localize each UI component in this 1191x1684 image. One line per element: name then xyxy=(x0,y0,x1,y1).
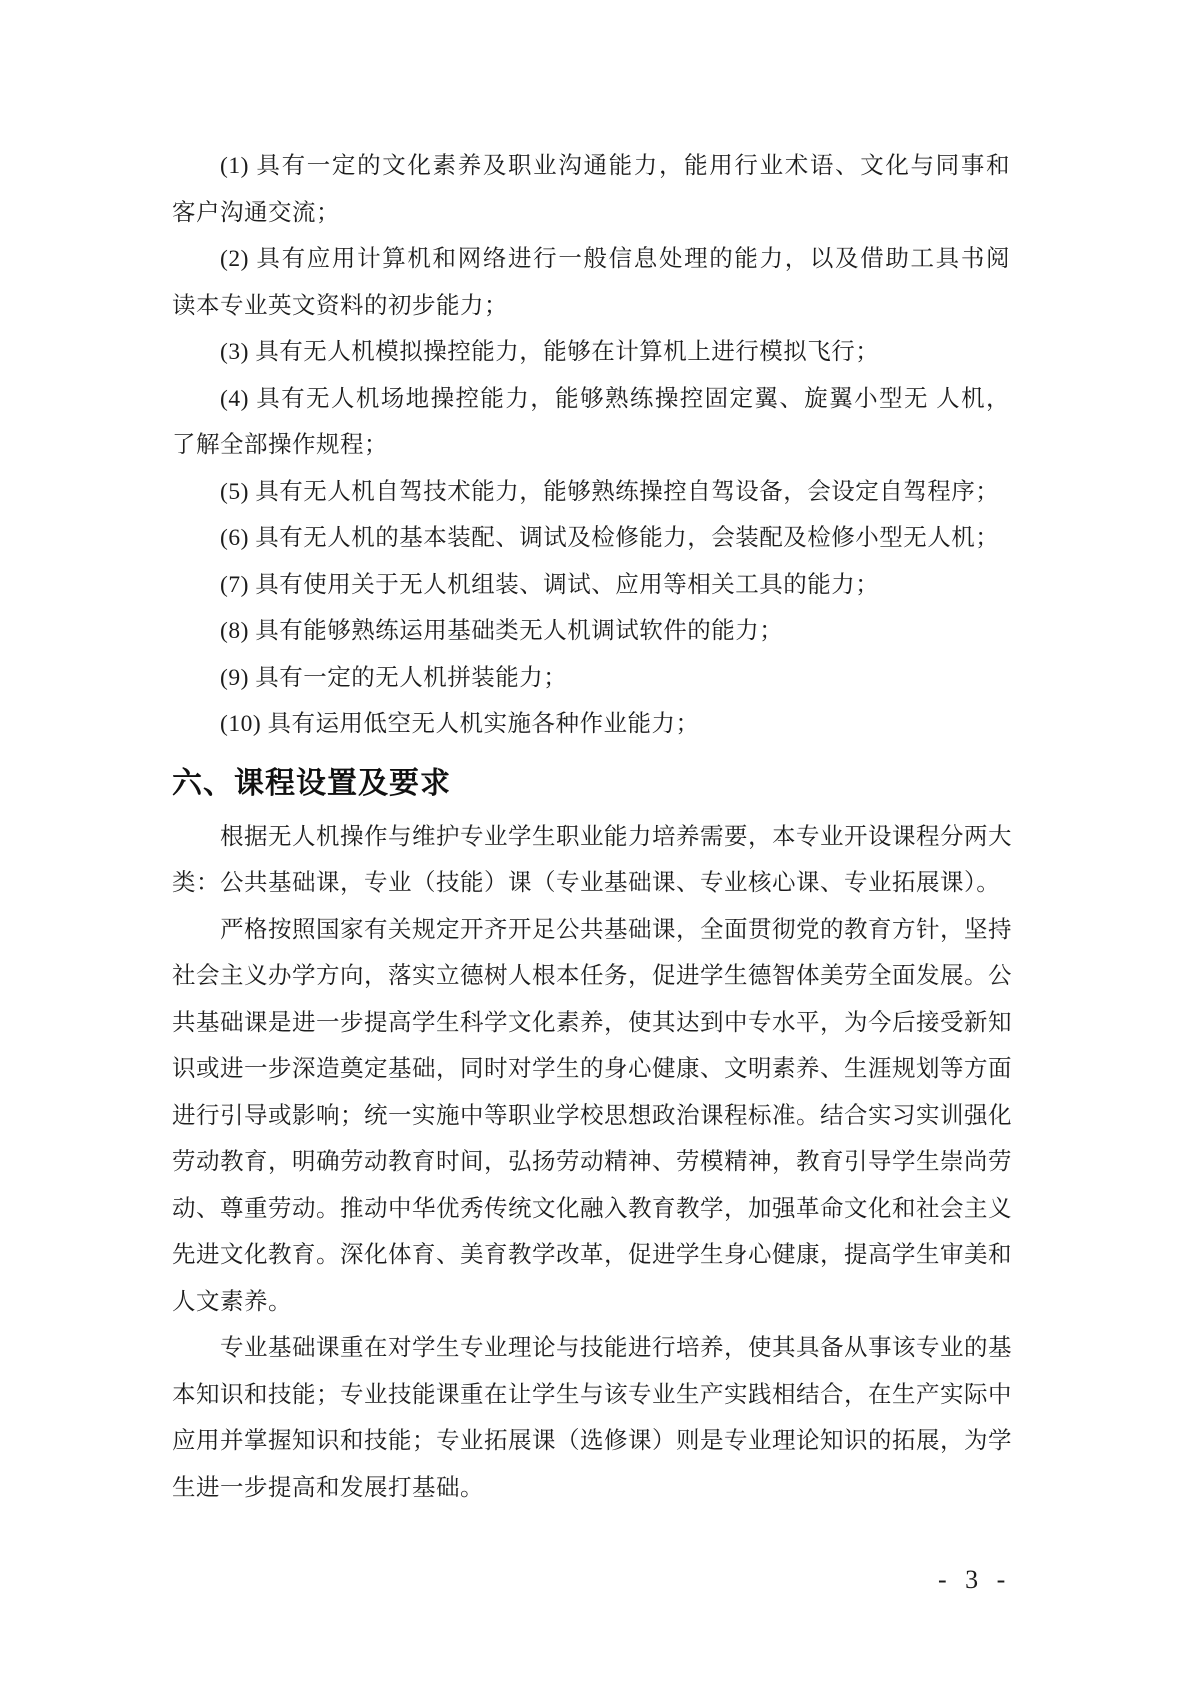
numbered-item-list xyxy=(172,143,1010,748)
page-content xyxy=(172,143,1010,1511)
numbered-item xyxy=(172,376,1010,469)
text-line: (7) 具有使用关于无人机组装、调试、应用等相关工具的能力； xyxy=(220,571,880,598)
numbered-item xyxy=(172,655,1010,702)
text-line: 劳动教育，明确劳动教育时间，弘扬劳动精神、劳模精神，教育引导学生崇尚劳 xyxy=(172,1149,1012,1175)
text-line: (3) 具有无人机模拟操控能力，能够在计算机上进行模拟飞行； xyxy=(220,339,880,365)
text-line: 严格按照国家有关规定开齐开足公共基础课，全面贯彻党的教育方针，坚持 xyxy=(220,916,1012,943)
text-line: (6) 具有无人机的基本装配、调试及检修能力，会装配及检修小型无人机； xyxy=(220,525,1000,551)
text-line: 专业基础课重在对学生专业理论与技能进行培养，使其具备从事该专业的基 xyxy=(220,1335,1012,1361)
text-line: 动、尊重劳动。推动中华优秀传统文化融入教育教学，加强革命文化和社会主义 xyxy=(172,1195,1012,1222)
text-line: 了解全部操作规程； xyxy=(172,432,388,458)
section-heading: 六、课程设置及要求 xyxy=(172,766,451,800)
text-line: 应用并掌握知识和技能；专业拓展课（选修课）则是专业理论知识的拓展，为学 xyxy=(172,1428,1012,1454)
paragraph xyxy=(172,1325,1010,1511)
numbered-item xyxy=(172,329,1010,376)
text-line: (5) 具有无人机自驾技术能力，能够熟练操控自驾设备，会设定自驾程序； xyxy=(220,478,1000,505)
text-line: (4) 具有无人机场地操控能力，能够熟练操控固定翼、旋翼小型无 人机， xyxy=(220,385,1010,412)
text-line: 社会主义办学方向，落实立德树人根本任务，促进学生德智体美劳全面发展。公 xyxy=(172,963,1012,989)
text-line: 进行引导或影响；统一实施中等职业学校思想政治课程标准。结合实习实训强化 xyxy=(172,1102,1012,1129)
numbered-item xyxy=(172,236,1010,329)
text-line: 客户沟通交流； xyxy=(172,199,340,226)
numbered-item xyxy=(172,469,1010,516)
text-line: (2) 具有应用计算机和网络进行一般信息处理的能力，以及借助工具书阅 xyxy=(220,246,1010,272)
numbered-item xyxy=(172,515,1010,562)
text-line: 识或进一步深造奠定基础，同时对学生的身心健康、文明素养、生涯规划等方面 xyxy=(172,1056,1012,1082)
numbered-item xyxy=(172,701,1010,748)
text-line: (9) 具有一定的无人机拼装能力； xyxy=(220,664,568,691)
text-line: 先进文化教育。深化体育、美育教学改革，促进学生身心健康，提高学生审美和 xyxy=(172,1242,1012,1268)
numbered-item xyxy=(172,143,1010,236)
text-line: 生进一步提高和发展打基础。 xyxy=(172,1474,484,1501)
text-line: (8) 具有能够熟练运用基础类无人机调试软件的能力； xyxy=(220,618,784,644)
text-line: 共基础课是进一步提高学生科学文化素养，使其达到中专水平，为今后接受新知 xyxy=(172,1009,1012,1036)
body-paragraphs xyxy=(172,814,1010,1512)
text-line: 读本专业英文资料的初步能力； xyxy=(172,292,508,319)
text-line: 类：公共基础课，专业（技能）课（专业基础课、专业核心课、专业拓展课）。 xyxy=(172,870,1001,896)
text-line: (1) 具有一定的文化素养及职业沟通能力，能用行业术语、文化与同事和 xyxy=(220,153,1010,179)
text-line: 根据无人机操作与维护专业学生职业能力培养需要，本专业开设课程分两大 xyxy=(220,823,1012,850)
paragraph xyxy=(172,814,1010,907)
numbered-item xyxy=(172,562,1010,609)
numbered-item xyxy=(172,608,1010,655)
page-number: - 3 - xyxy=(938,1565,1012,1594)
text-line: 人文素养。 xyxy=(172,1288,292,1315)
paragraph xyxy=(172,907,1010,1326)
text-line: 本知识和技能；专业技能课重在让学生与该专业生产实践相结合，在生产实际中 xyxy=(172,1381,1012,1408)
text-line: (10) 具有运用低空无人机实施各种作业能力； xyxy=(220,711,700,737)
